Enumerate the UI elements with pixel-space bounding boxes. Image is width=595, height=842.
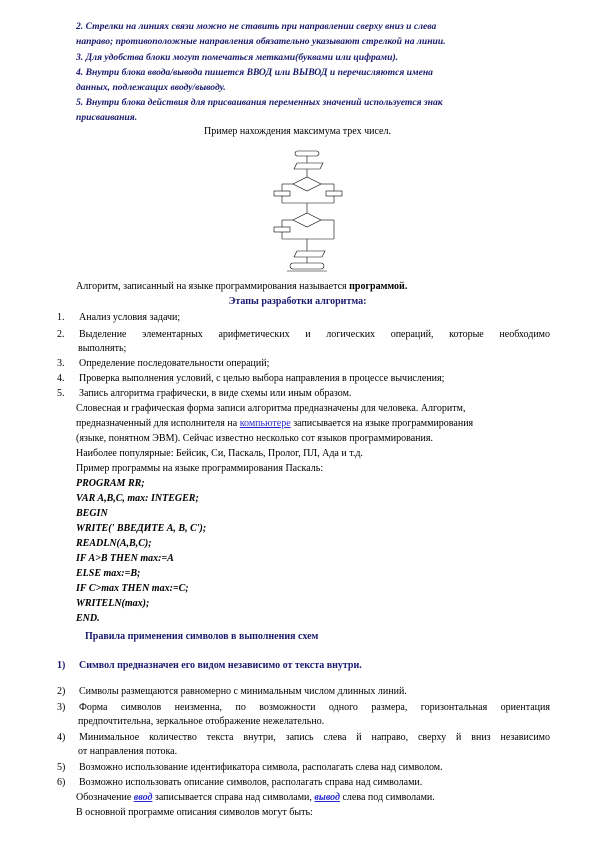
paragraph-line: предназначенный для исполнителя на компьютере записывается на языке программирования bbox=[76, 418, 474, 429]
code-line: PROGRAM RR; bbox=[76, 478, 145, 489]
program-term: программой. bbox=[349, 281, 408, 292]
paragraph-line: В основной программе описания символов могут быть: bbox=[76, 807, 313, 818]
list-item: 5) Возможно использование идентификатора символа, располагать слева над символом. bbox=[57, 762, 443, 773]
code-line: VAR A,B,C, max: INTEGER; bbox=[76, 493, 199, 504]
list-item: 3. Определение последовательности операций; bbox=[57, 358, 270, 369]
stages-heading: Этапы разработки алгоритма: bbox=[228, 296, 367, 307]
code-line: WRITE(' ВВЕДИТЕ А, В, С'); bbox=[76, 523, 207, 534]
code-line: END. bbox=[76, 613, 100, 624]
io-notation-line: Обозначение ввод записывается справа над символами, вывод слева под символами. bbox=[76, 792, 435, 803]
output-link[interactable]: вывод bbox=[314, 792, 340, 803]
rules-heading: Правила применения символов в выполнения схем bbox=[85, 631, 319, 642]
input-link[interactable]: ввод bbox=[133, 792, 153, 803]
list-item: 2) Символы размещаются равномерно с минимальным числом длинных линий. bbox=[57, 686, 407, 697]
code-line: IF A>B THEN max:=A bbox=[76, 553, 174, 564]
list-item: 4. Проверка выполнения условий, с целью выбора направления в процессе вычисления; bbox=[57, 373, 445, 384]
rule-line: присваивания. bbox=[76, 112, 138, 123]
code-line: IF C>max THEN max:=C; bbox=[76, 583, 189, 594]
rule-line: 4. Внутри блока ввода/вывода пишется ВВОД или ВЫВОД и перечисляются имена bbox=[76, 67, 433, 78]
list-item-continuation: от направления потока. bbox=[78, 746, 178, 757]
example-caption: Пример нахождения максимума трех чисел. bbox=[204, 126, 391, 137]
code-line: BEGIN bbox=[76, 508, 108, 519]
list-item: 2. Выделение элементарных арифметических и логических операций, которые необходимо bbox=[57, 329, 550, 340]
list-item-continuation: выполнять; bbox=[78, 343, 127, 354]
paragraph-line: Наиболее популярные: Бейсик, Си, Паскаль, Пролог, ПЛ, Ада и т.д. bbox=[76, 448, 363, 459]
algorithm-definition-text: Алгоритм, записанный на языке программирования называется bbox=[76, 281, 350, 292]
list-item: 3) Форма символов неизменна, по возможности одного размера, горизонтальная ориентация bbox=[57, 702, 550, 713]
list-item: 1. Анализ условия задачи; bbox=[57, 312, 181, 323]
paragraph-line: Пример программы на языке программирования Паскаль: bbox=[76, 463, 324, 474]
rule-line: 5. Внутри блока действия для присваивания переменных значений используется знак bbox=[76, 97, 443, 108]
code-line: ELSE max:=B; bbox=[76, 568, 141, 579]
list-item-continuation: предпочтительна, зеркальное отображение нежелательно. bbox=[78, 716, 325, 727]
list-item: 1) Символ предназначен его видом независимо от текста внутри. bbox=[57, 660, 362, 671]
flowchart-figure bbox=[270, 147, 350, 279]
rule-line: 2. Стрелки на линиях связи можно не ставить при направлении сверху вниз и слева bbox=[76, 21, 437, 32]
rule-line: данных, подлежащих вводу/выводу. bbox=[76, 82, 226, 93]
paragraph-line: Словесная и графическая форма записи алгоритма предназначены для человека. Алгоритм, bbox=[76, 403, 466, 414]
code-line: READLN(A,B,C); bbox=[76, 538, 152, 549]
list-item: 4) Минимальное количество текста внутри, запись слева й направо, сверху й вниз независимо bbox=[57, 732, 550, 743]
list-item: 5. Запись алгоритма графически, в виде схемы или иным образом. bbox=[57, 388, 352, 399]
list-item: 6) Возможно использовать описание символов, располагать справа над символами. bbox=[57, 777, 423, 788]
rule-line: 3. Для удобства блоки могут помечаться метками(буквами или цифрами). bbox=[76, 52, 399, 63]
computer-link[interactable]: компьютере bbox=[239, 418, 291, 429]
algorithm-definition bbox=[76, 280, 407, 294]
code-line: WRITELN(max); bbox=[76, 598, 150, 609]
rule-line: направо; противоположные направления обязательно указывают стрелкой на линии. bbox=[76, 36, 446, 47]
paragraph-line: (языке, понятном ЭВМ). Сейчас известно несколько сот языков программирования. bbox=[76, 433, 433, 444]
